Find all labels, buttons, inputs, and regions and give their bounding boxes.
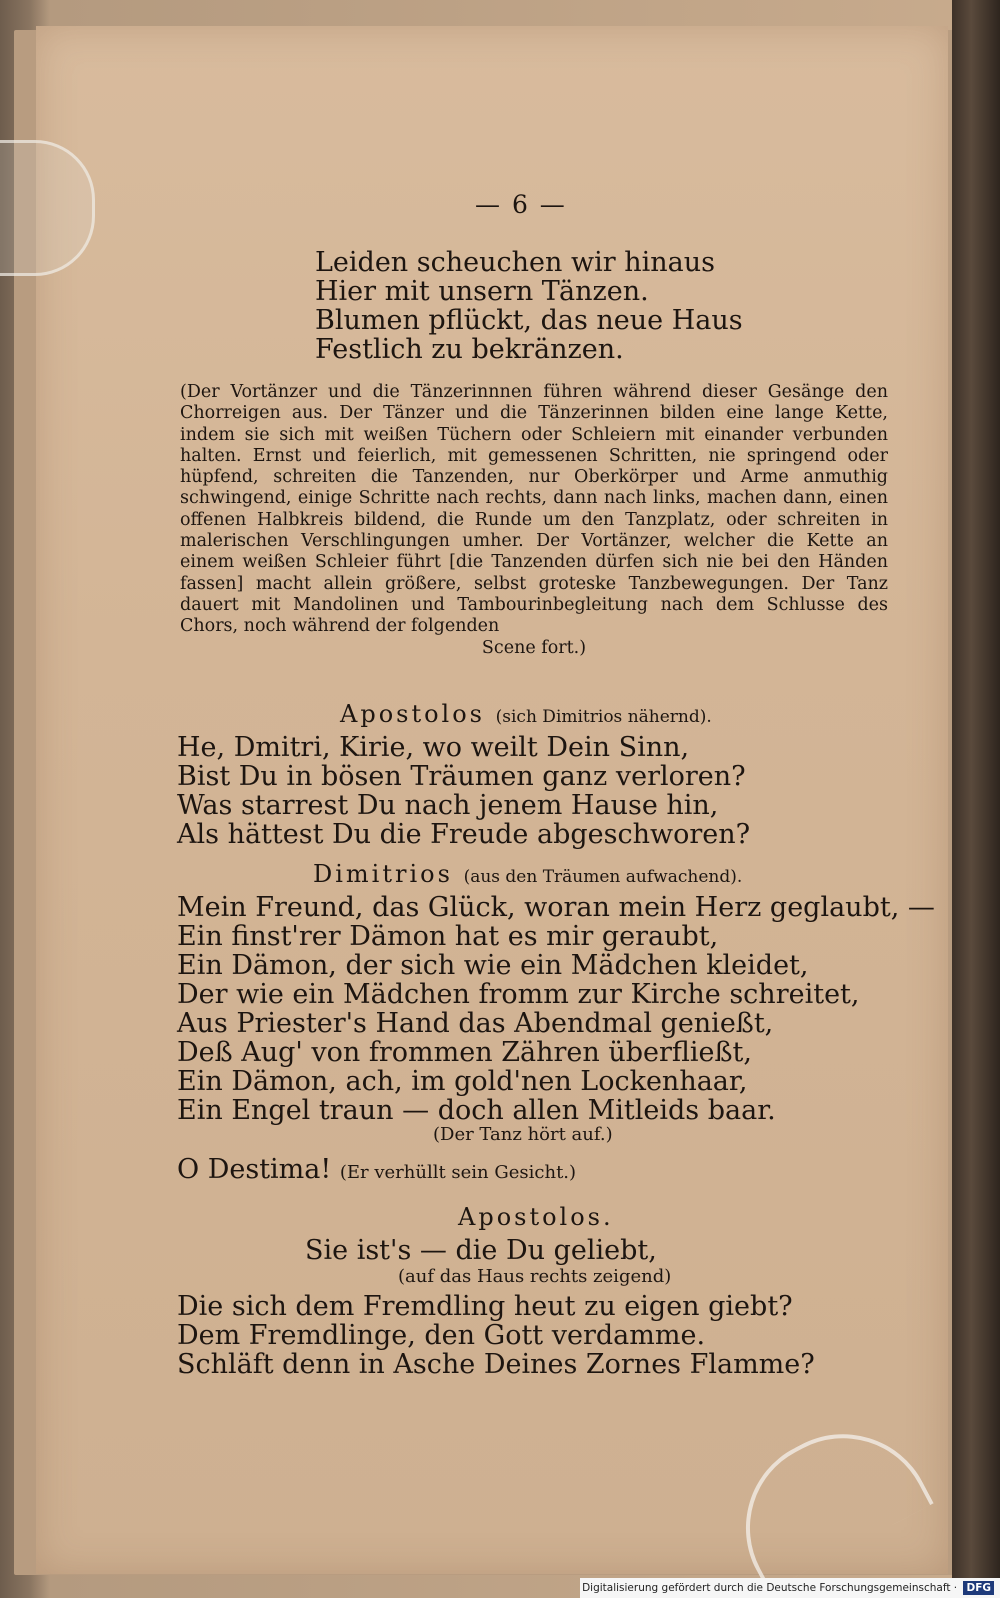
verse-line: Deß Aug' von frommen Zähren überfließt,: [177, 1037, 752, 1068]
stage-direction: (Der Tanz hört auf.): [433, 1124, 613, 1145]
verse-line: Hier mit unsern Tänzen.: [315, 276, 649, 307]
verse-line: Aus Priester's Hand das Abendmal genießt,: [177, 1008, 774, 1039]
digitization-footer: Digitalisierung gefördert durch die Deutsche Forschungsgemeinschaft · DFG: [580, 1578, 1000, 1598]
verse-line: Blumen pflückt, das neue Haus: [315, 305, 743, 336]
verse-line: Leiden scheuchen wir hinaus: [315, 247, 715, 278]
speaker-note: (aus den Träumen aufwachend).: [463, 867, 743, 887]
speaker-heading: [340, 700, 712, 728]
verse-line: Festlich zu bekränzen.: [315, 334, 624, 365]
speaker-name: Dimitrios: [313, 860, 453, 888]
dfg-logo: DFG: [963, 1581, 994, 1595]
speaker-name: Apostolos: [340, 700, 485, 728]
stage-direction: (auf das Haus rechts zeigend): [398, 1266, 672, 1287]
verse-line: Ein Engel traun — doch allen Mitleids baar.: [177, 1095, 776, 1126]
footer-text: Digitalisierung gefördert durch die Deutsche Forschungsgemeinschaft: [582, 1582, 951, 1594]
verse-block: [177, 893, 935, 1125]
stage-direction-end: Scene fort.): [481, 637, 587, 658]
speaker-heading: [313, 860, 742, 888]
verse-line: Die sich dem Fremdling heut zu eigen giebt?: [177, 1291, 793, 1322]
verse-block: [315, 248, 743, 364]
verse-line: Bist Du in bösen Träumen ganz verloren?: [177, 761, 746, 792]
verse-line: Was starrest Du nach jenem Hause hin,: [177, 790, 719, 821]
stage-direction: [180, 382, 888, 659]
verse-block: [177, 1292, 815, 1379]
verse-line: [177, 1154, 576, 1185]
exclamation: O Destima!: [177, 1154, 332, 1185]
page-number: — 6 —: [475, 190, 567, 219]
verse-line: He, Dmitri, Kirie, wo weilt Dein Sinn,: [177, 732, 690, 763]
verse-line: Als hättest Du die Freude abgeschworen?: [177, 819, 751, 850]
speaker-note: (sich Dimitrios nähernd).: [495, 707, 712, 727]
verse-block: [177, 733, 750, 849]
verse-line: Dem Fremdlinge, den Gott verdamme.: [177, 1320, 706, 1351]
verse-line: Schläft denn in Asche Deines Zornes Flamme?: [177, 1349, 815, 1380]
verse-line: Sie ist's — die Du geliebt,: [305, 1235, 657, 1266]
verse-line: Der wie ein Mädchen fromm zur Kirche schreitet,: [177, 979, 860, 1010]
stage-direction: (Er verhüllt sein Gesicht.): [339, 1162, 577, 1183]
speaker-name: Apostolos.: [458, 1203, 614, 1231]
verse-line: Ein Dämon, der sich wie ein Mädchen kleidet,: [177, 950, 809, 981]
stage-direction-text: (Der Vortänzer und die Tänzerinnnen führen während dieser Gesänge den Chorreigen aus. Der Tänzer und die Tänzerinnen bilden eine lange Kette, indem sie sich mit weißen Tüchern oder Schleiern mit einander verbunden halten. Ernst und feierlich, mit gemessenen Schritten, nie springend oder hüpfend, schreiten die Tanzenden, nur Oberkörper und Arme anmuthig schwingend, einige Schritte nach rechts, dann nach links, machen dann, einen offenen Halbkreis bildend, die Runde um den Tanzplatz, oder schreiten in malerischen Verschlingungen umher. Der Vortänzer, welcher die Kette an einem weißen Schleier führt [die Tanzenden dürfen sich nie bei den Händen fassen] macht allein größere, selbst groteske Tanzbewegungen. Der Tanz dauert mit Mandolinen und Tambourinbegleitung nach dem Schlusse des Chors, noch während der folgenden: [180, 382, 888, 637]
verse-line: Ein Dämon, ach, im gold'nen Lockenhaar,: [177, 1066, 748, 1097]
verse-line: Ein finst'rer Dämon hat es mir geraubt,: [177, 921, 719, 952]
book-binding: [952, 0, 1000, 1598]
verse-line: Mein Freund, das Glück, woran mein Herz geglaubt, —: [177, 892, 935, 923]
